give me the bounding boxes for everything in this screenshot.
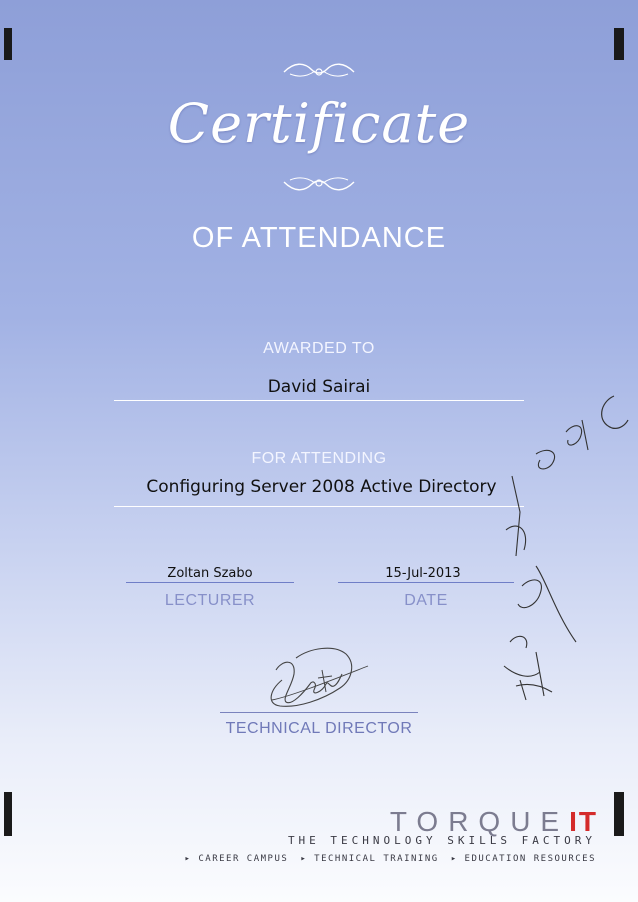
lecturer-underline bbox=[126, 582, 294, 583]
for-attending-label: FOR ATTENDING bbox=[251, 450, 387, 467]
footer-links bbox=[185, 854, 596, 864]
date-value: 15-Jul-2013 bbox=[385, 566, 461, 581]
certificate-title: Certificate bbox=[167, 92, 471, 155]
date-underline bbox=[338, 582, 514, 583]
date-label: DATE bbox=[404, 592, 448, 609]
registration-mark-top-left bbox=[4, 28, 12, 60]
awarded-to-label: AWARDED TO bbox=[263, 340, 375, 357]
footer-arrow-icon: ▸ bbox=[300, 854, 315, 864]
lecturer-label: LECTURER bbox=[164, 592, 256, 609]
director-signature-icon bbox=[252, 640, 372, 712]
lecturer-name: Zoltan Szabo bbox=[167, 566, 253, 581]
director-underline bbox=[220, 712, 418, 713]
certificate-subtitle: OF ATTENDANCE bbox=[191, 222, 447, 254]
registration-mark-bottom-left bbox=[4, 792, 12, 836]
brand-name: TORQUE bbox=[389, 806, 570, 837]
handwritten-note-icon bbox=[496, 380, 632, 710]
flourish-top-icon bbox=[282, 60, 356, 80]
course-name: Configuring Server 2008 Active Directory bbox=[146, 477, 497, 497]
footer-arrow-icon: ▸ bbox=[184, 854, 199, 864]
flourish-bottom-icon bbox=[282, 174, 356, 194]
footer-arrow-icon: ▸ bbox=[450, 854, 465, 864]
course-underline bbox=[114, 506, 524, 507]
registration-mark-top-right bbox=[614, 28, 624, 60]
recipient-name: David Sairai bbox=[267, 377, 371, 397]
footer-item-career-campus: ▸ CAREER CAMPUS bbox=[184, 854, 289, 864]
brand-tagline: THE TECHNOLOGY SKILLS FACTORY bbox=[287, 834, 596, 847]
registration-mark-bottom-right bbox=[614, 792, 624, 836]
technical-director-label: TECHNICAL DIRECTOR bbox=[225, 720, 413, 737]
footer-item-technical-training: ▸ TECHNICAL TRAINING bbox=[300, 854, 439, 864]
footer-item-education-resources: ▸ EDUCATION RESOURCES bbox=[450, 854, 596, 864]
recipient-underline bbox=[114, 400, 524, 401]
brand-name-suffix: IT bbox=[569, 806, 598, 837]
